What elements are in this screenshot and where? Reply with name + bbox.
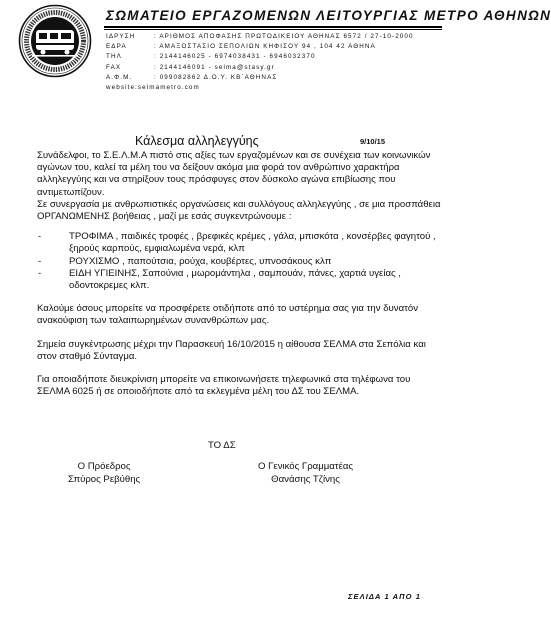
org-info xyxy=(106,32,442,93)
list-dash: - xyxy=(38,231,42,243)
letter-date: 9/10/15 xyxy=(360,137,386,146)
info-row-address xyxy=(106,42,442,52)
info-label: ΤΗΛ xyxy=(106,53,122,61)
list-item-text: ΤΡΟΦΙΜΑ , παιδικές τροφές , βρεφικές κρέμες , γάλα, μπισκότα , κονσέρβες φαγητού , ξηρούς καρπούς, εμφιαλωμένα νερά, κλπ xyxy=(69,231,436,255)
info-label: ΕΔΡΑ xyxy=(106,43,127,51)
letter-heading: Κάλεσμα αλληλεγγύης xyxy=(135,134,259,148)
list-item xyxy=(37,268,442,292)
info-value: : ΑΜΑΞΟΣΤΑΣΙΟ ΣΕΠΟΛΙΩΝ ΚΗΦΙΣΟΥ 94 , 104 42 ΑΘΗΝΑ xyxy=(154,43,376,51)
paragraph-intro: Συνάδελφοι, το Σ.Ε.Λ.Μ.Α πιστό στις αξίες των εργαζομένων και σε συνέχεια των κοινωνικών αγώνων του, καλεί τα μέλη του να δείξουν ακόμα μια φορά τον ανθρώπινο χαρακτήρα αλληλεγγύης και να στηρίξουν τους πρόσφυγες στον δύσκολο αγώνα επιβίωσης που αντιμετωπίζουν. xyxy=(37,150,431,198)
info-row-fax xyxy=(106,63,442,73)
header-rule-thin xyxy=(104,29,442,30)
signatory-role: Ο Γενικός Γραμματέας xyxy=(258,461,354,472)
info-row-phone xyxy=(106,52,442,62)
metro-train-icon xyxy=(18,4,92,78)
paragraph-cooperation: Σε συνεργασία με ανθρωπιστικές οργανώσεις και συλλόγους αλληλεγγύης , σε μια προσπάθεια ΟΡΓΑΝΩΜΕΝΗΣ βοήθειας , μαζί με εσάς συγκεντρώνουμε : xyxy=(37,198,441,223)
info-label: FAX xyxy=(106,63,122,71)
list-item-text: ΡΟΥΧΙΣΜΟ , παπούτσια, ρούχα, κουβέρτες, υπνοσάκους κλπ xyxy=(69,255,332,267)
paragraph-appeal: Καλούμε όσους μπορείτε να προσφέρετε οτιδήποτε από το υστέρημα σας για την δυνατόν ανακούφιση των ταλαιπωρημένων συνανθρώπων μας. xyxy=(37,303,419,327)
info-row-founding xyxy=(106,32,442,42)
list-item-text: ΕΙΔΗ ΥΓΙΕΙΝΗΣ, Σαπούνια , μωρομάντηλα , σαμπουάν, πάνες, χαρτιά υγείας , οδοντοκρεμες κλπ. xyxy=(69,267,401,292)
info-value: : 2144146025 - 6974038431 - 6946032370 xyxy=(154,53,316,61)
info-label: Α.Φ.Μ. xyxy=(106,73,133,81)
signature-secretary xyxy=(258,461,353,486)
signatory-role: Ο Πρόεδρος xyxy=(77,461,131,472)
signatory-name: Σπύρος Ρεβύθης xyxy=(68,473,141,485)
info-value: : 2144146091 - selma@stasy.gr xyxy=(154,63,275,71)
signatory-name: Θανάσης Τζίνης xyxy=(271,473,340,485)
org-name: ΣΩΜΑΤΕΙΟ ΕΡΓΑΖΟΜΕΝΩΝ ΛΕΙΤΟΥΡΓΙΑΣ ΜΕΤΡΟ ΑΘΗΝΩΝ xyxy=(106,8,551,23)
info-label: ΙΔΡΥΣΗ xyxy=(106,33,136,40)
website-link[interactable]: website:selmametro.com xyxy=(106,83,200,91)
signature-president xyxy=(68,461,140,486)
letter-body xyxy=(37,150,442,398)
paragraph-collection-points: Σημεία συγκέντρωσης μέχρι την Παρασκευή 16/10/2015 η αίθουσα ΣΕΛΜΑ στα Σεπόλια και στον σταθμό Σύνταγμα. xyxy=(37,338,426,362)
header-rule xyxy=(104,26,442,28)
info-value: : ΑΡΙΘΜΟΣ ΑΠΟΦΑΣΗΣ ΠΡΩΤΟΔΙΚΕΙΟΥ ΑΘΗΝΑΣ 6572 / 27-10-2000 xyxy=(154,33,414,40)
info-row-tax-id xyxy=(106,73,442,83)
collection-list xyxy=(37,231,442,292)
paragraph-contact: Για οποιαδήποτε διευκρίνιση μπορείτε να επικοινωνήσετε τηλεφωνικά στα τηλέφωνα του ΣΕΛΜΑ 6025 ή σε οποιοδήποτε από τα εκλεγμένα μέλη του ΔΣ του ΣΕΛΜΑ. xyxy=(37,374,411,398)
list-item xyxy=(37,231,442,255)
list-dash: - xyxy=(38,255,42,267)
list-item xyxy=(37,256,442,268)
info-value: : 099082862 Δ.Ο.Υ. ΚΒ΄ΑΘΗΝΑΣ xyxy=(154,73,278,81)
page-number: ΣΕΛΙΔΑ 1 ΑΠΟ 1 xyxy=(348,592,422,601)
board-signoff: ΤΟ ΔΣ xyxy=(208,440,236,451)
union-logo xyxy=(18,4,92,78)
list-dash: - xyxy=(38,267,42,279)
